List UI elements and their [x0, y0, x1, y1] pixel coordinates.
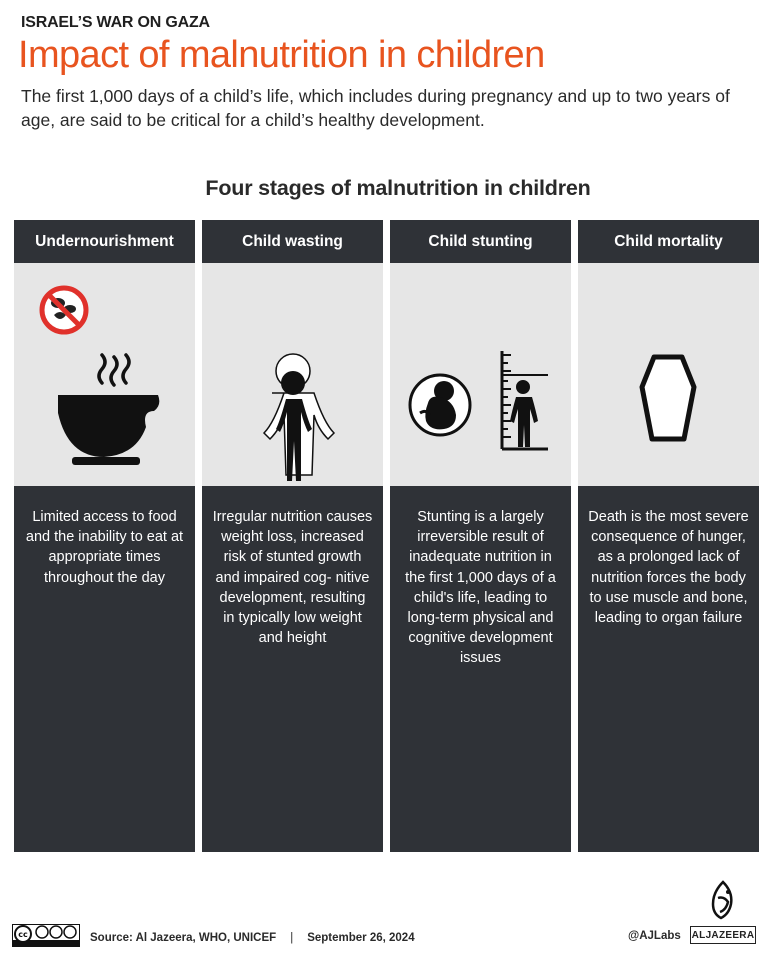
- publish-date: September 26, 2024: [307, 932, 415, 944]
- stage-description: Death is the most severe consequence of hunger, as a prolonged lack of nutrition forces the body to use muscle and bone, leading to organ failure: [578, 486, 759, 852]
- stage-label: Child stunting: [390, 220, 571, 263]
- stage-label: Child mortality: [578, 220, 759, 263]
- stage-card-child-wasting: [202, 220, 383, 852]
- stage-card-undernourishment: [14, 220, 195, 852]
- fetus-height-chart-icon: [390, 263, 571, 486]
- kicker: ISRAEL’S WAR ON GAZA: [21, 14, 210, 31]
- intro-text: The first 1,000 days of a child’s life, which includes during pregnancy and up to two years of age, are said to be critical for a child’s healthy development.: [21, 86, 730, 130]
- coffin-icon: [578, 263, 759, 486]
- stage-card-child-mortality: [578, 220, 759, 852]
- thin-child-icon: [202, 263, 383, 486]
- source-line: [90, 932, 415, 944]
- svg-text:cc: cc: [18, 930, 28, 939]
- no-food-bowl-icon: [14, 263, 195, 486]
- cc-by-nc-sa-icon: [12, 924, 80, 947]
- al-jazeera-logo-icon: [706, 880, 740, 924]
- social-handle: @AJLabs: [628, 930, 681, 942]
- source-text: Source: Al Jazeera, WHO, UNICEF: [90, 932, 277, 944]
- brand-wordmark: ALJAZEERA: [690, 926, 756, 944]
- stage-label: Child wasting: [202, 220, 383, 263]
- section-title: Four stages of malnutrition in children: [205, 176, 591, 200]
- stage-description: Stunting is a largely irreversible result of inadequate nutrition in the first 1,000 days of a child's life, leading to long-term physical and cognitive development issues: [390, 486, 571, 852]
- stage-card-child-stunting: [390, 220, 571, 852]
- page-title: Impact of malnutrition in children: [18, 34, 545, 76]
- stage-label: Undernourishment: [14, 220, 195, 263]
- separator: |: [290, 932, 294, 944]
- stage-description: Irregular nutrition causes weight loss, increased risk of stunted growth and impaired cog- nitive development, resulting in typically low weight and height: [202, 486, 383, 852]
- stage-description: Limited access to food and the inability to eat at appropriate times throughout the day: [14, 486, 195, 852]
